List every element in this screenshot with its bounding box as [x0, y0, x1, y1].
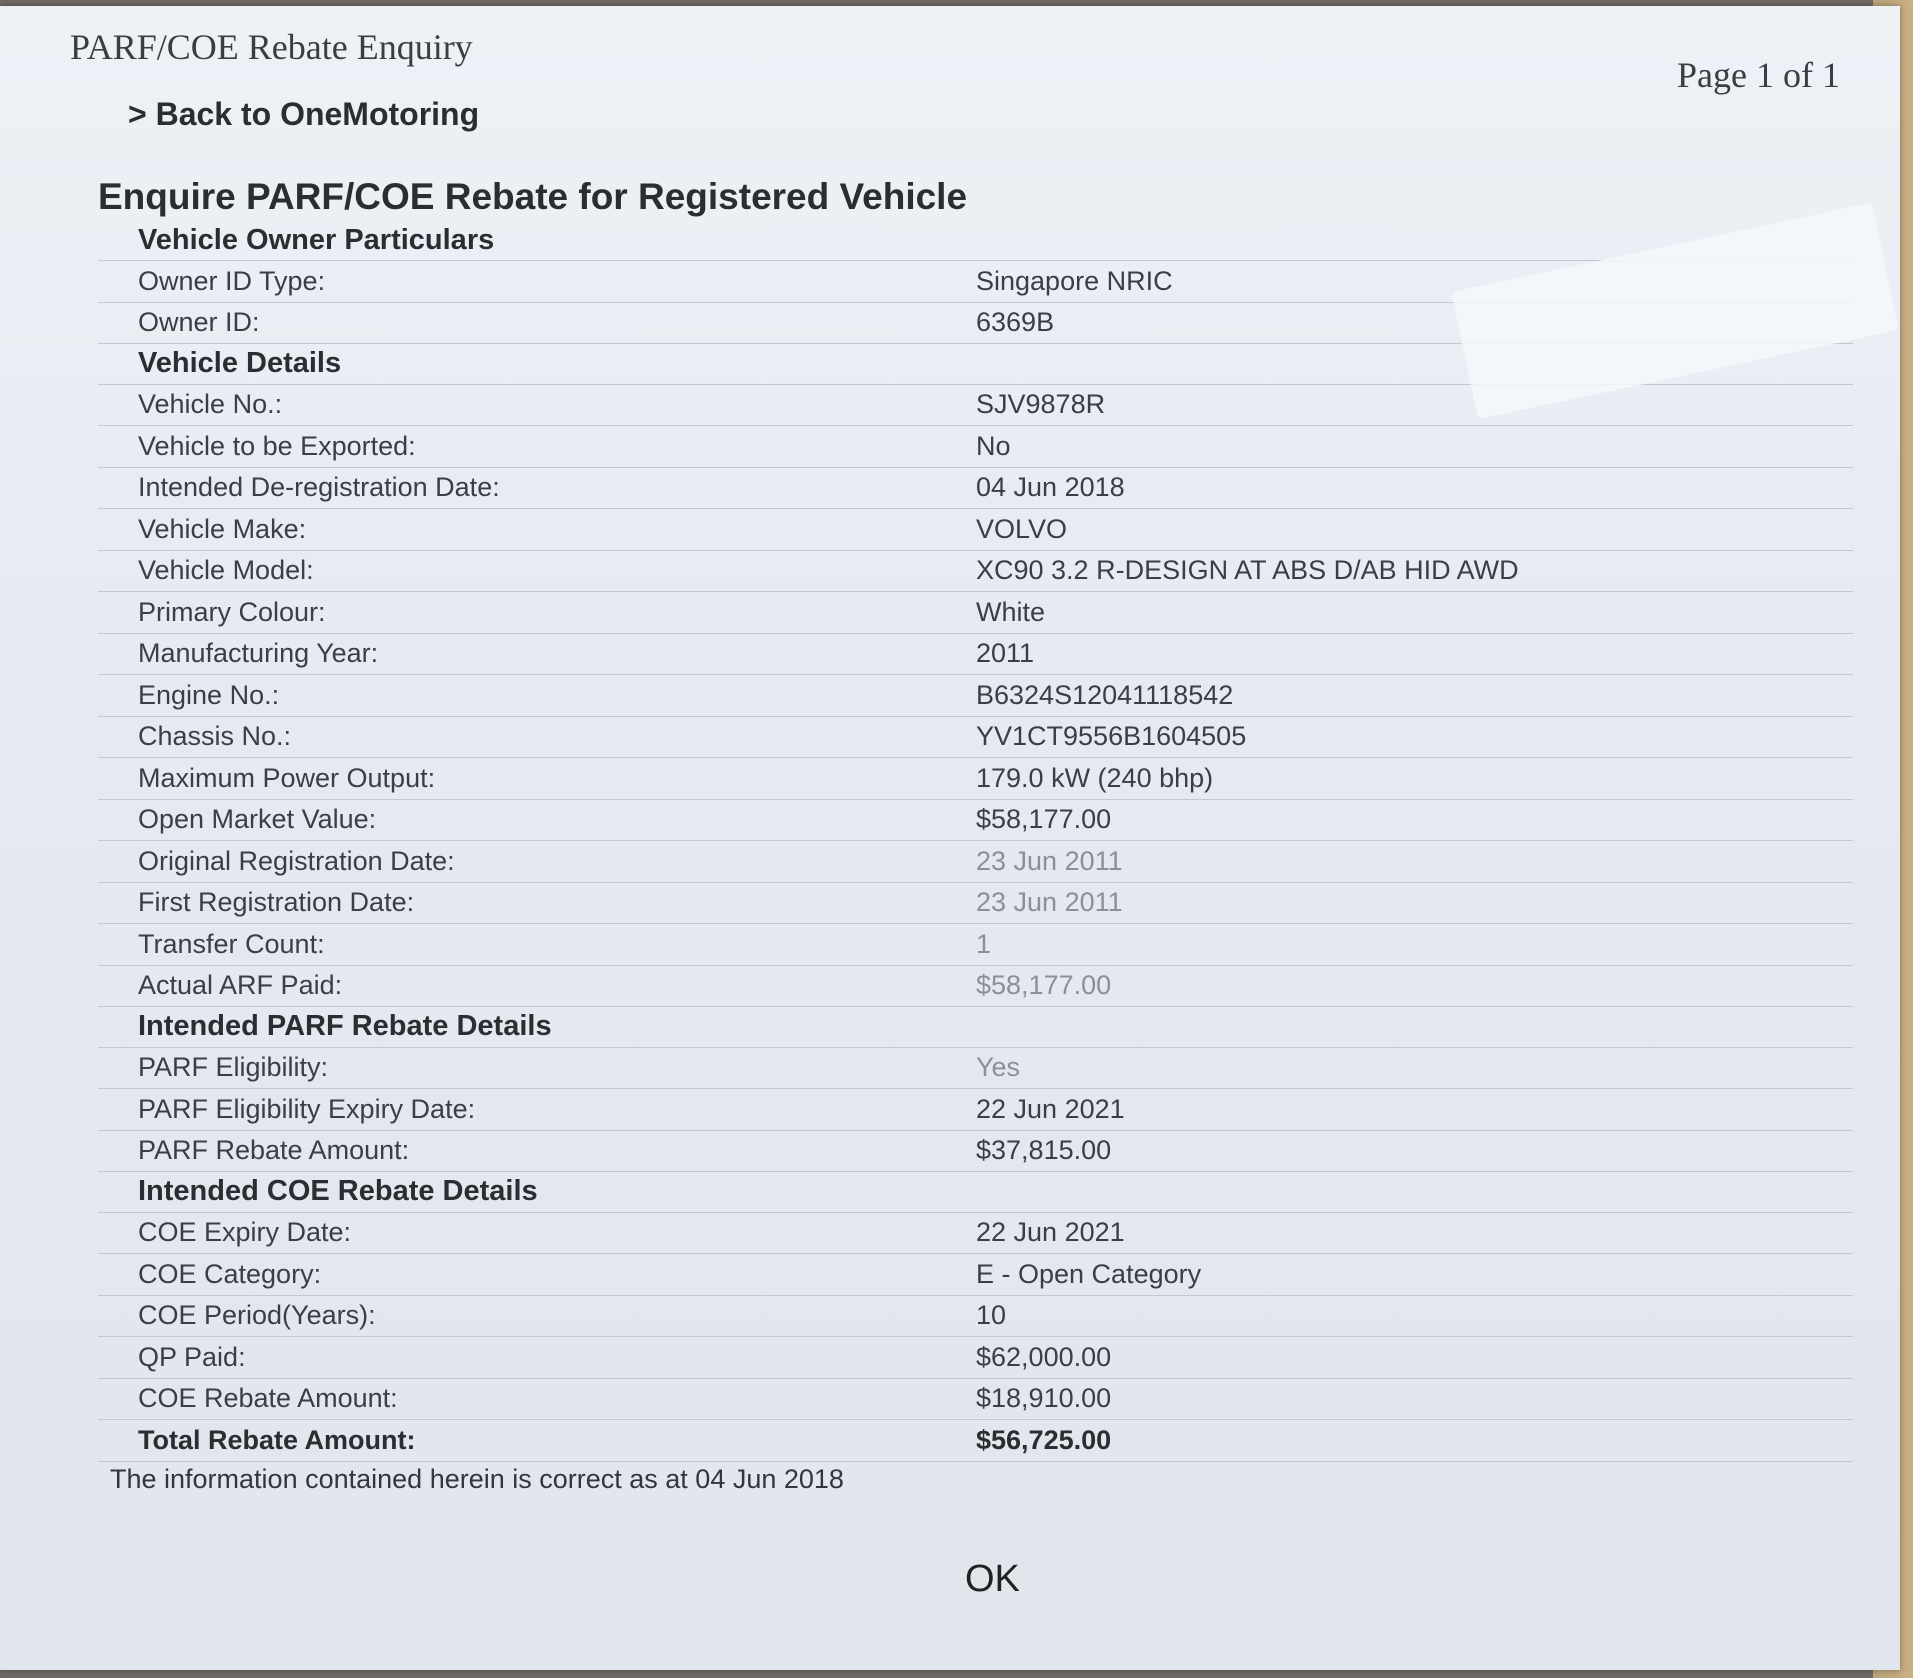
- table-row: [98, 633, 1853, 675]
- table-row: [98, 467, 1853, 509]
- field-label: QP Paid:: [98, 1337, 970, 1379]
- table-row: [98, 1295, 1853, 1337]
- field-label: PARF Eligibility:: [98, 1047, 970, 1089]
- table-row: [98, 1378, 1853, 1420]
- field-value: $62,000.00: [970, 1337, 1853, 1379]
- table-row: [98, 1254, 1853, 1296]
- field-value: White: [970, 592, 1853, 634]
- section-header-coe: [98, 1172, 1853, 1213]
- field-value: 23 Jun 2011: [970, 882, 1853, 924]
- ok-button[interactable]: OK: [955, 1554, 1030, 1605]
- field-value: 6369B: [970, 302, 1853, 344]
- field-value: $37,815.00: [970, 1130, 1853, 1172]
- field-value: VOLVO: [970, 509, 1853, 551]
- section-heading: Vehicle Details: [98, 344, 1853, 385]
- table-row: [98, 924, 1853, 966]
- field-label: COE Expiry Date:: [98, 1212, 970, 1254]
- total-value: $56,725.00: [970, 1420, 1853, 1462]
- section-header-owner: [98, 220, 1853, 261]
- field-label: Owner ID:: [98, 302, 970, 344]
- field-label: Primary Colour:: [98, 592, 970, 634]
- field-label: PARF Eligibility Expiry Date:: [98, 1089, 970, 1131]
- table-row: [98, 1047, 1853, 1089]
- field-label: Vehicle No.:: [98, 384, 970, 426]
- table-row: [98, 509, 1853, 551]
- form-title: Enquire PARF/COE Rebate for Registered Vehicle: [98, 176, 968, 217]
- back-to-onemotoring-link[interactable]: > Back to OneMotoring: [128, 96, 480, 132]
- field-label: Maximum Power Output:: [98, 758, 970, 800]
- field-value: $18,910.00: [970, 1378, 1853, 1420]
- field-value: Singapore NRIC: [970, 261, 1853, 303]
- field-value: E - Open Category: [970, 1254, 1853, 1296]
- field-label: PARF Rebate Amount:: [98, 1130, 970, 1172]
- field-value: 22 Jun 2021: [970, 1212, 1853, 1254]
- field-value: 1: [970, 924, 1853, 966]
- table-row: [98, 1337, 1853, 1379]
- table-row: [98, 426, 1853, 468]
- field-value: YV1CT9556B1604505: [970, 716, 1853, 758]
- table-row: [98, 758, 1853, 800]
- table-row: [98, 841, 1853, 883]
- section-heading: Vehicle Owner Particulars: [98, 220, 1853, 261]
- field-label: COE Rebate Amount:: [98, 1378, 970, 1420]
- field-label: COE Period(Years):: [98, 1295, 970, 1337]
- field-value: Yes: [970, 1047, 1853, 1089]
- field-value: B6324S12041118542: [970, 675, 1853, 717]
- page-number: Page 1 of 1: [1677, 55, 1840, 95]
- field-value: SJV9878R: [970, 384, 1853, 426]
- field-label: Manufacturing Year:: [98, 633, 970, 675]
- field-label: Intended De-registration Date:: [98, 467, 970, 509]
- field-value: $58,177.00: [970, 799, 1853, 841]
- field-label: Owner ID Type:: [98, 261, 970, 303]
- printed-page: [0, 6, 1900, 1670]
- section-header-parf: [98, 1007, 1853, 1048]
- table-row: [98, 592, 1853, 634]
- table-row: [98, 1130, 1853, 1172]
- field-value: 2011: [970, 633, 1853, 675]
- field-label: Actual ARF Paid:: [98, 965, 970, 1007]
- table-row: [98, 550, 1853, 592]
- table-row: [98, 965, 1853, 1007]
- print-header-title: PARF/COE Rebate Enquiry: [70, 27, 473, 67]
- field-label: Vehicle Model:: [98, 550, 970, 592]
- table-row: [98, 716, 1853, 758]
- total-label: Total Rebate Amount:: [98, 1420, 970, 1462]
- field-label: First Registration Date:: [98, 882, 970, 924]
- field-value: 22 Jun 2021: [970, 1089, 1853, 1131]
- field-label: Chassis No.:: [98, 716, 970, 758]
- field-label: Open Market Value:: [98, 799, 970, 841]
- table-row: [98, 675, 1853, 717]
- total-row: [98, 1420, 1853, 1462]
- table-row: [98, 1089, 1853, 1131]
- footer-note: The information contained herein is correct as at 04 Jun 2018: [110, 1464, 844, 1494]
- rebate-details-table: [98, 220, 1853, 1462]
- field-label: Engine No.:: [98, 675, 970, 717]
- field-label: COE Category:: [98, 1254, 970, 1296]
- field-value: No: [970, 426, 1853, 468]
- section-heading: Intended PARF Rebate Details: [98, 1007, 1853, 1048]
- field-value: 04 Jun 2018: [970, 467, 1853, 509]
- field-label: Vehicle Make:: [98, 509, 970, 551]
- table-row: [98, 1212, 1853, 1254]
- field-label: Transfer Count:: [98, 924, 970, 966]
- section-heading: Intended COE Rebate Details: [98, 1172, 1853, 1213]
- field-value: 10: [970, 1295, 1853, 1337]
- field-label: Original Registration Date:: [98, 841, 970, 883]
- field-value: 23 Jun 2011: [970, 841, 1853, 883]
- field-value: 179.0 kW (240 bhp): [970, 758, 1853, 800]
- table-row: [98, 882, 1853, 924]
- field-value: XC90 3.2 R-DESIGN AT ABS D/AB HID AWD: [970, 550, 1853, 592]
- table-row: [98, 799, 1853, 841]
- field-label: Vehicle to be Exported:: [98, 426, 970, 468]
- field-value: $58,177.00: [970, 965, 1853, 1007]
